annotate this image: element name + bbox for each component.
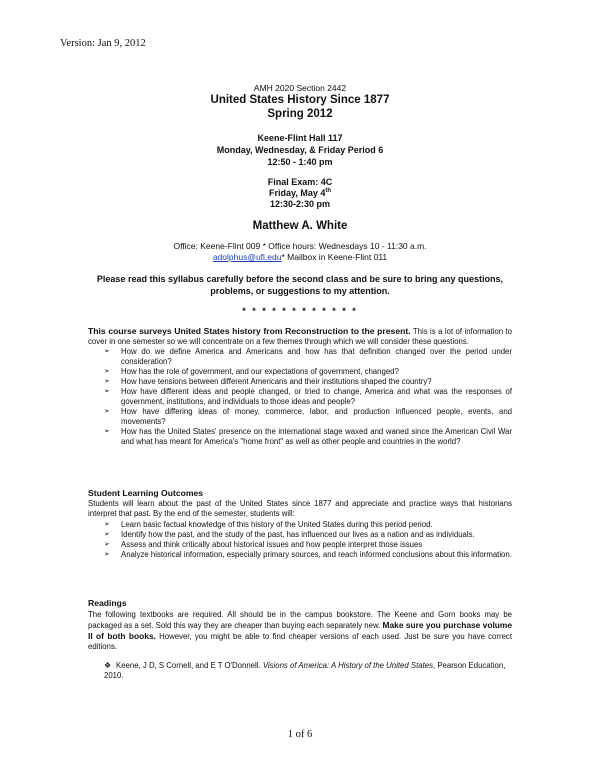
- intro-body: This is a lot of information to cover in one semester so we will concentrate on a few themes through which we will consider these questions.: [88, 327, 512, 346]
- final-exam-time: 12:30-2:30 pm: [269, 199, 331, 209]
- list-item: ➢ How do we define America and Americans and how has that definition changed over the period under consideration?: [104, 347, 512, 366]
- readings-paragraph: The following textbooks are required. All should be in the campus bookstore. The Keene and Gorn books may be packaged as a set. Sold this way they are cheaper than buying each separately new. Make sure you purchase volume II of both books. However, you might be able to find cheaper versions of each used. Just be sure you have correct editions.: [88, 610, 512, 651]
- class-time: 12:50 - 1:40 pm: [267, 157, 333, 167]
- list-item: ➢ How has the United States' presence on the international stage waxed and waned since the American Civil War and what has meant for America's "home front" as well as other people and countries in the world?: [104, 427, 512, 446]
- version-label: Version: Jan 9, 2012: [60, 38, 146, 49]
- page-number: 1 of 6: [287, 729, 313, 740]
- questions-list: [104, 347, 512, 447]
- arrow-bullet-icon: ➢: [104, 551, 110, 558]
- arrow-bullet-icon: ➢: [104, 368, 110, 375]
- intro-paragraph: [88, 326, 512, 347]
- list-item: ➢ How have tensions between different Americans and their institutions shaped the country?: [104, 377, 432, 386]
- list-item: ➢ How have differing ideas of money, commerce, labor, and production influenced people, events, and movements?: [104, 407, 512, 426]
- book-citation: ❖ Keene, J D, S Cornell, and E T O'Donnell. Visions of America: A History of the United States, Pearson Education, 2010.: [104, 661, 506, 680]
- instructor-name: Matthew A. White: [252, 220, 348, 232]
- list-item: ➢ Identify how the past, and the study of the past, has influenced our lives as a nation and as individuals.: [104, 530, 475, 539]
- slo-intro: Students will learn about the past of the United States since 1877 and appreciate and practice ways that historians interpret that past. By the end of the semester, students will:: [88, 499, 512, 518]
- book-title: Visions of America: A History of the United States: [262, 661, 433, 670]
- course-code: AMH 2020 Section 2442: [253, 83, 347, 93]
- arrow-bullet-icon: ➢: [104, 408, 110, 415]
- course-title: United States History Since 1877: [210, 94, 390, 106]
- course-term: Spring 2012: [267, 108, 333, 120]
- list-item: ➢ Learn basic factual knowledge of this history of the United States during this period period.: [104, 520, 433, 529]
- office-line: Office: Keene-Flint 009 * Office hours: Wednesdays 10 - 11:30 a.m.: [173, 241, 427, 251]
- diamond-bullet-icon: ❖: [104, 661, 111, 670]
- final-exam-date: Friday, May 4th: [268, 188, 332, 198]
- arrow-bullet-icon: ➢: [104, 521, 110, 528]
- arrow-bullet-icon: ➢: [104, 531, 110, 538]
- class-days: Monday, Wednesday, & Friday Period 6: [216, 145, 384, 155]
- final-exam-label: Final Exam: 4C: [267, 177, 333, 187]
- intro-lead: This course surveys United States history from Reconstruction to the present.: [88, 326, 411, 336]
- arrow-bullet-icon: ➢: [104, 388, 110, 395]
- slo-list: [104, 520, 512, 560]
- arrow-bullet-icon: ➢: [104, 428, 110, 435]
- readings-heading: Readings: [88, 598, 127, 608]
- class-location: Keene-Flint Hall 117: [257, 133, 343, 143]
- email-link[interactable]: adolphus@ufl.edu: [212, 252, 282, 262]
- arrow-bullet-icon: ➢: [104, 541, 110, 548]
- list-item: ➢ How have different ideas and people changed, or tried to change, America and what was the responses of government, institutions, and individuals to those ideas and people?: [104, 387, 512, 406]
- contact-line: [0, 252, 600, 262]
- syllabus-notice: Please read this syllabus carefully before the second class and be sure to bring any questions, problems, or suggestions to my attention.: [96, 274, 504, 296]
- arrow-bullet-icon: ➢: [104, 348, 110, 355]
- readings-emphasis: Make sure you purchase volume II of both books.: [88, 620, 512, 641]
- slo-heading: Student Learning Outcomes: [88, 488, 204, 498]
- list-item: ➢ How has the role of government, and our expectations of government, changed?: [104, 367, 399, 376]
- arrow-bullet-icon: ➢: [104, 378, 110, 385]
- divider-stars: * * * * * * * * * * * *: [242, 306, 358, 316]
- list-item: ➢ Assess and think critically about historical issues and how people interpret those issues: [104, 540, 423, 549]
- list-item: ➢ Analyze historical information, especially primary sources, and reach informed conclusions about this information.: [104, 550, 512, 559]
- mailbox-text: * Mailbox in Keene-Flint 011: [281, 252, 388, 262]
